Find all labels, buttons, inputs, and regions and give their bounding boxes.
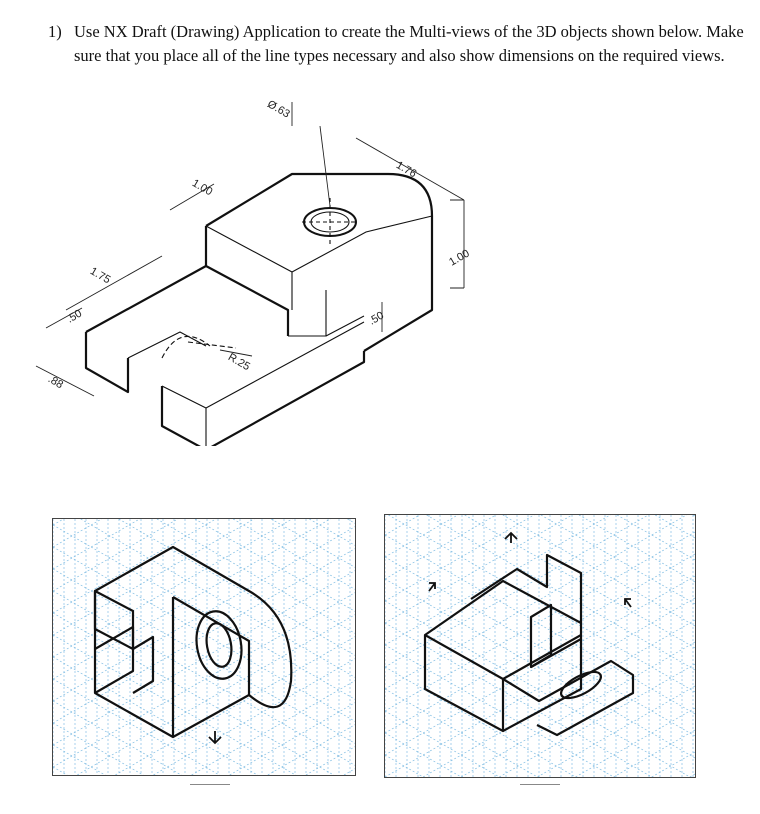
dim-height-right: 1.00 xyxy=(447,247,472,269)
grid-line xyxy=(385,730,695,777)
grid-figure-right xyxy=(385,515,695,777)
grid-line xyxy=(385,601,695,777)
grid-line xyxy=(385,689,695,777)
grid-line xyxy=(53,519,355,569)
grid-line xyxy=(53,725,355,775)
grid-line xyxy=(385,515,695,604)
dim-block-width: 1.00 xyxy=(189,177,215,199)
grid-line xyxy=(385,708,695,777)
grid-line xyxy=(53,525,355,699)
grid-line xyxy=(53,519,355,591)
dim-width-top: 1.76 xyxy=(393,159,419,181)
grid-line xyxy=(385,515,695,582)
cropped-caption-right xyxy=(520,784,560,788)
grid-line xyxy=(53,723,355,775)
grid-line xyxy=(385,532,695,711)
isometric-grid-panel-left xyxy=(52,518,356,776)
object-right xyxy=(425,555,633,735)
grid-line xyxy=(385,752,695,777)
grid-line xyxy=(53,703,355,775)
dim-depth-left: 1.75 xyxy=(87,265,113,287)
isometric-grid-right xyxy=(385,515,695,777)
grid-line xyxy=(385,515,695,667)
view-arrow-down xyxy=(209,731,221,743)
grid-line xyxy=(385,554,695,733)
cropped-caption-left xyxy=(190,784,230,788)
grid-line xyxy=(53,549,355,723)
grid-line xyxy=(53,637,355,775)
dim-slot-width: .88 xyxy=(45,373,66,392)
grid-line xyxy=(53,519,355,525)
grid-line xyxy=(385,774,695,777)
dim-tab-height: .50 xyxy=(64,307,85,326)
grid-figure-left xyxy=(53,519,355,775)
grid-line xyxy=(385,515,695,623)
grid-line xyxy=(53,769,355,775)
grid-line xyxy=(53,519,355,589)
grid-line xyxy=(385,755,695,777)
plate-outline xyxy=(206,174,432,351)
grid-line xyxy=(385,598,695,777)
question-text: Use NX Draft (Drawing) Application to create the Multi-views of the 3D objects shown below. Make sure that you place all of the line types necessary and also show dimensions on the required views. xyxy=(74,22,744,65)
grid-line xyxy=(385,515,695,579)
grid-line xyxy=(385,535,695,714)
dim-hole-diameter: Ø.63 xyxy=(265,98,292,121)
base-left xyxy=(162,386,206,446)
grid-line xyxy=(385,515,695,538)
grid-line xyxy=(385,515,695,692)
dim-radius: R.25 xyxy=(225,351,252,374)
block-edge xyxy=(206,226,288,336)
main-isometric-figure xyxy=(30,96,500,446)
question-number: 1) xyxy=(48,22,62,41)
grid-line xyxy=(385,515,695,560)
isometric-grid-panel-right xyxy=(384,514,696,778)
dim-plate-thickness: .50 xyxy=(366,309,387,328)
rail-left-end xyxy=(86,332,128,392)
grid-line xyxy=(385,515,695,557)
grid-line xyxy=(53,701,355,775)
grid-line xyxy=(53,569,355,743)
grid-line xyxy=(385,515,695,645)
grid-line xyxy=(385,667,695,777)
grid-line xyxy=(385,579,695,758)
grid-line xyxy=(385,515,695,626)
grid-line xyxy=(385,733,695,777)
grid-line xyxy=(53,593,355,767)
grid-line xyxy=(385,711,695,777)
grid-line xyxy=(385,576,695,755)
grid-line xyxy=(53,659,355,775)
